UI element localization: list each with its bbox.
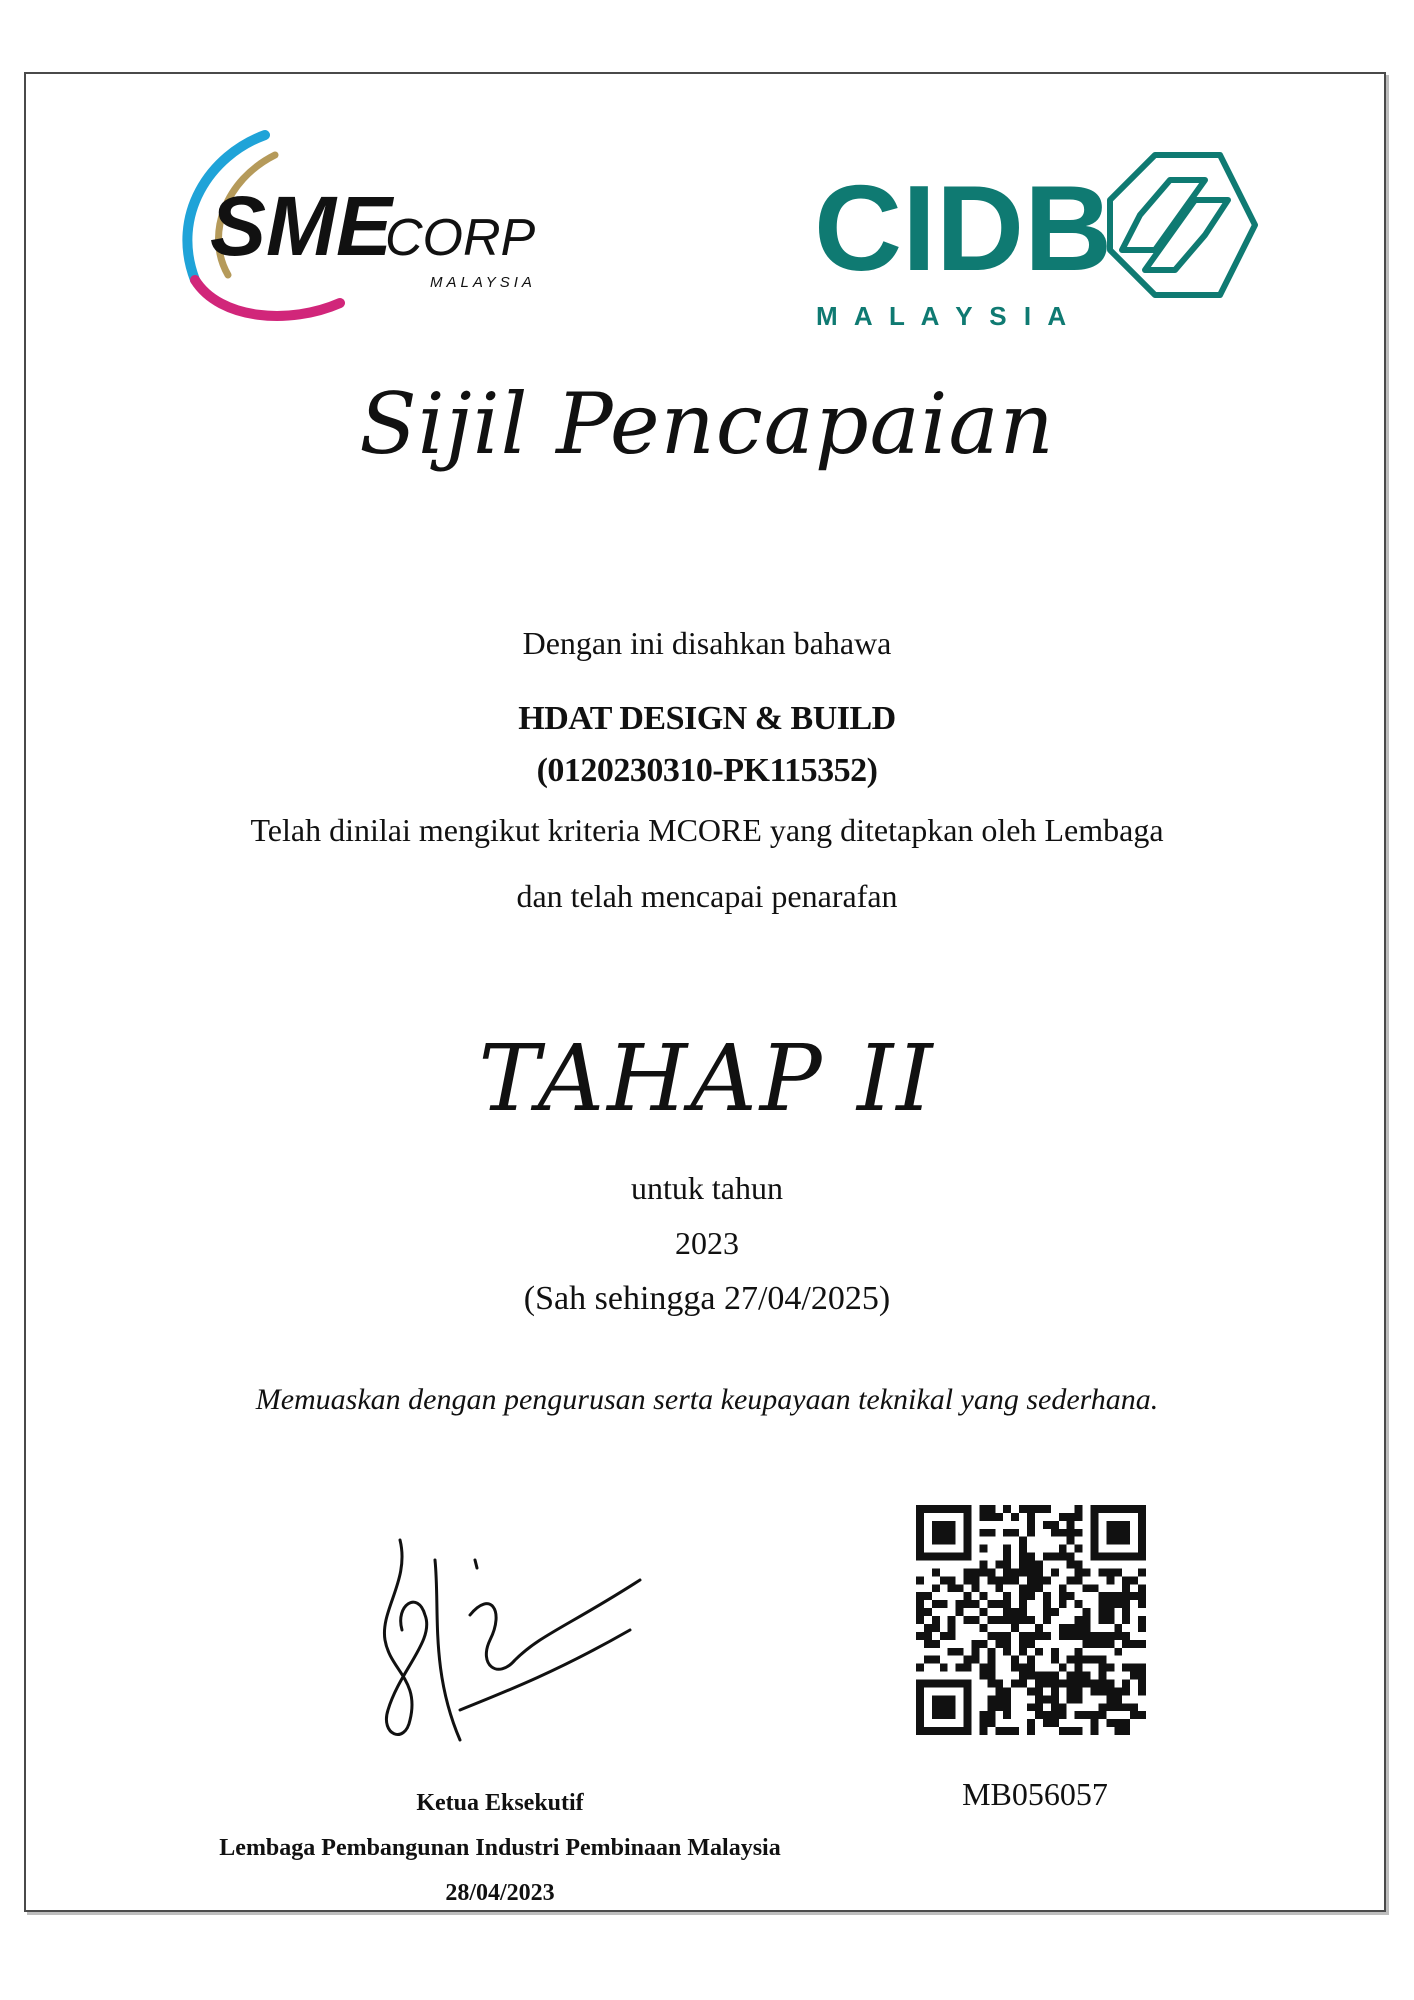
validity-date: (Sah sehingga 27/04/2025) [523, 1280, 891, 1317]
cidb-logo [810, 135, 1260, 345]
signatory-organization: Lembaga Pembangunan Industri Pembinaan Malaysia [219, 1835, 781, 1861]
registration-number: (0120230310-PK115352) [536, 752, 878, 789]
cidb-country: M A L A Y S I A [816, 301, 1072, 331]
sme-wordmark-bold: SME [210, 179, 393, 273]
sme-corp-logo [150, 115, 590, 335]
assessed-line: Telah dinilai mengikut kriteria MCORE yang ditetapkan oleh Lembaga [250, 812, 1164, 848]
sme-country: MALAYSIA [430, 274, 536, 291]
cidb-emblem-icon [1110, 155, 1255, 295]
grade-level: TAHAP II [478, 1025, 936, 1132]
signature-image [340, 1520, 660, 1770]
company-name: HDAT DESIGN & BUILD [518, 700, 896, 737]
certificate-title: Sijil Pencapaian [359, 375, 1055, 473]
certificate-year: 2023 [675, 1225, 739, 1261]
sme-wordmark-light: CORP [385, 209, 536, 267]
rating-remark: Memuaskan dengan pengurusan serta keupayaan teknikal yang sederhana. [255, 1383, 1159, 1416]
certify-line: Dengan ini disahkan bahawa [522, 625, 892, 661]
cidb-wordmark: CIDB [814, 160, 1113, 296]
qr-code-icon [916, 1505, 1146, 1735]
certificate-frame [24, 72, 1386, 1912]
signatory-title: Ketua Eksekutif [416, 1790, 584, 1816]
year-label: untuk tahun [631, 1170, 783, 1206]
achieved-line: dan telah mencapai penarafan [516, 878, 898, 914]
signature-date: 28/04/2023 [445, 1880, 555, 1906]
serial-number: MB056057 [962, 1776, 1108, 1812]
